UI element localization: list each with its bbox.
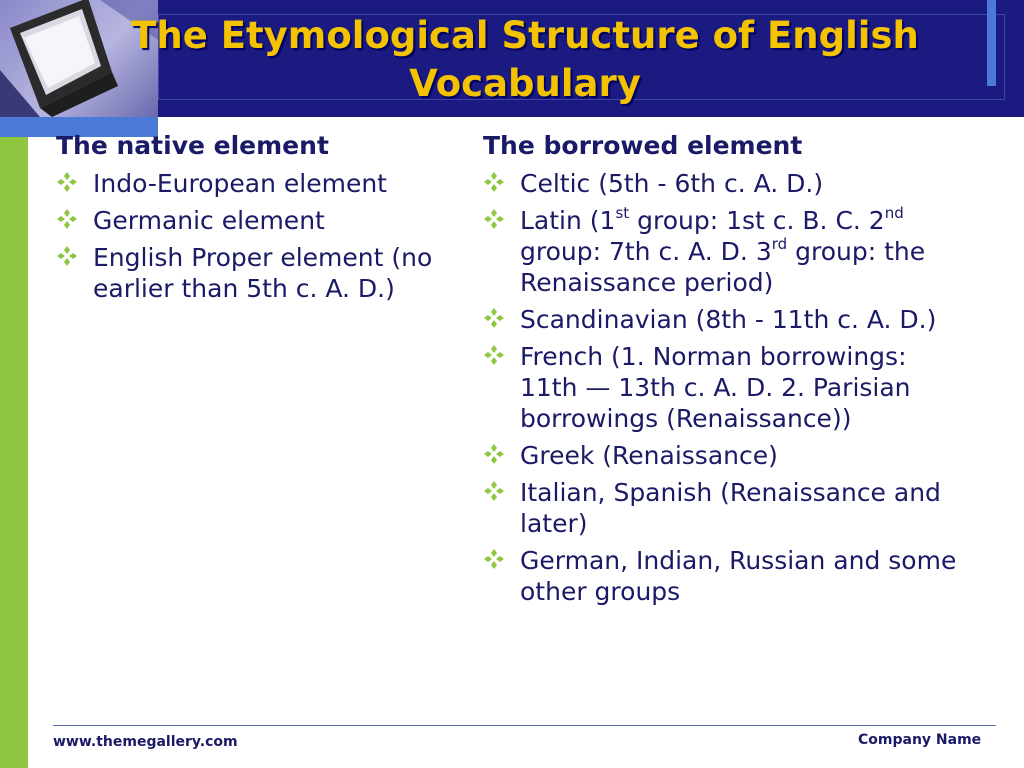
- list-item: [56, 242, 446, 304]
- footer-divider: [53, 725, 996, 726]
- list-item-text: Greek (Renaissance): [520, 441, 778, 470]
- borrowed-heading: The borrowed element: [483, 131, 803, 160]
- list-item: [56, 205, 446, 236]
- diamond-bullet-icon: [56, 171, 78, 193]
- footer-url: www.themegallery.com: [53, 734, 238, 750]
- list-item-text: Scandinavian (8th - 11th c. A. D.): [520, 305, 937, 334]
- diamond-bullet-icon: [483, 548, 505, 570]
- list-item: [483, 168, 963, 199]
- header-accent-bar: [987, 0, 996, 86]
- list-item-text: Indo-European element: [93, 169, 387, 198]
- list-item-text: Italian, Spanish (Renaissance and later): [520, 478, 941, 538]
- native-heading: The native element: [56, 131, 329, 160]
- green-side-stripe: [0, 137, 28, 768]
- native-list: [56, 168, 446, 310]
- header-divider: [1004, 14, 1005, 100]
- diamond-bullet-icon: [483, 344, 505, 366]
- borrowed-list: [483, 168, 963, 613]
- latin-text-part: group: the Renaissance period): [520, 237, 926, 297]
- list-item-text: Germanic element: [93, 206, 325, 235]
- title-line-2: Vocabulary: [409, 62, 641, 105]
- latin-text-part: Latin (1: [520, 206, 616, 235]
- list-item-text: French (1. Norman borrowings: 11th — 13th c. A. D. 2. Parisian borrowings (Renaissance)): [520, 342, 911, 433]
- latin-text-part: group: 7th c. A. D. 3: [520, 237, 772, 266]
- list-item: [483, 205, 963, 298]
- list-item-text: Celtic (5th - 6th c. A. D.): [520, 169, 824, 198]
- diamond-bullet-icon: [56, 208, 78, 230]
- ordinal-superscript: st: [615, 203, 630, 222]
- list-item: [56, 168, 446, 199]
- latin-text-part: group: 1st c. B. C. 2: [629, 206, 885, 235]
- list-item: [483, 545, 963, 607]
- list-item: [483, 304, 963, 335]
- list-item: [483, 440, 963, 471]
- list-item-text: [520, 203, 926, 297]
- title-line-1: The Etymological Structure of English: [131, 14, 919, 57]
- diamond-bullet-icon: [56, 245, 78, 267]
- ordinal-superscript: rd: [771, 234, 788, 253]
- list-item-text: English Proper element (no earlier than 5th c. A. D.): [93, 243, 433, 303]
- slide-title: [100, 12, 950, 108]
- footer-company-name: Company Name: [858, 732, 982, 748]
- diamond-bullet-icon: [483, 307, 505, 329]
- ordinal-superscript: nd: [884, 203, 904, 222]
- diamond-bullet-icon: [483, 443, 505, 465]
- list-item: [483, 341, 963, 434]
- diamond-bullet-icon: [483, 480, 505, 502]
- list-item: [483, 477, 963, 539]
- diamond-bullet-icon: [483, 171, 505, 193]
- list-item-text: German, Indian, Russian and some other groups: [520, 546, 957, 606]
- diamond-bullet-icon: [483, 208, 505, 230]
